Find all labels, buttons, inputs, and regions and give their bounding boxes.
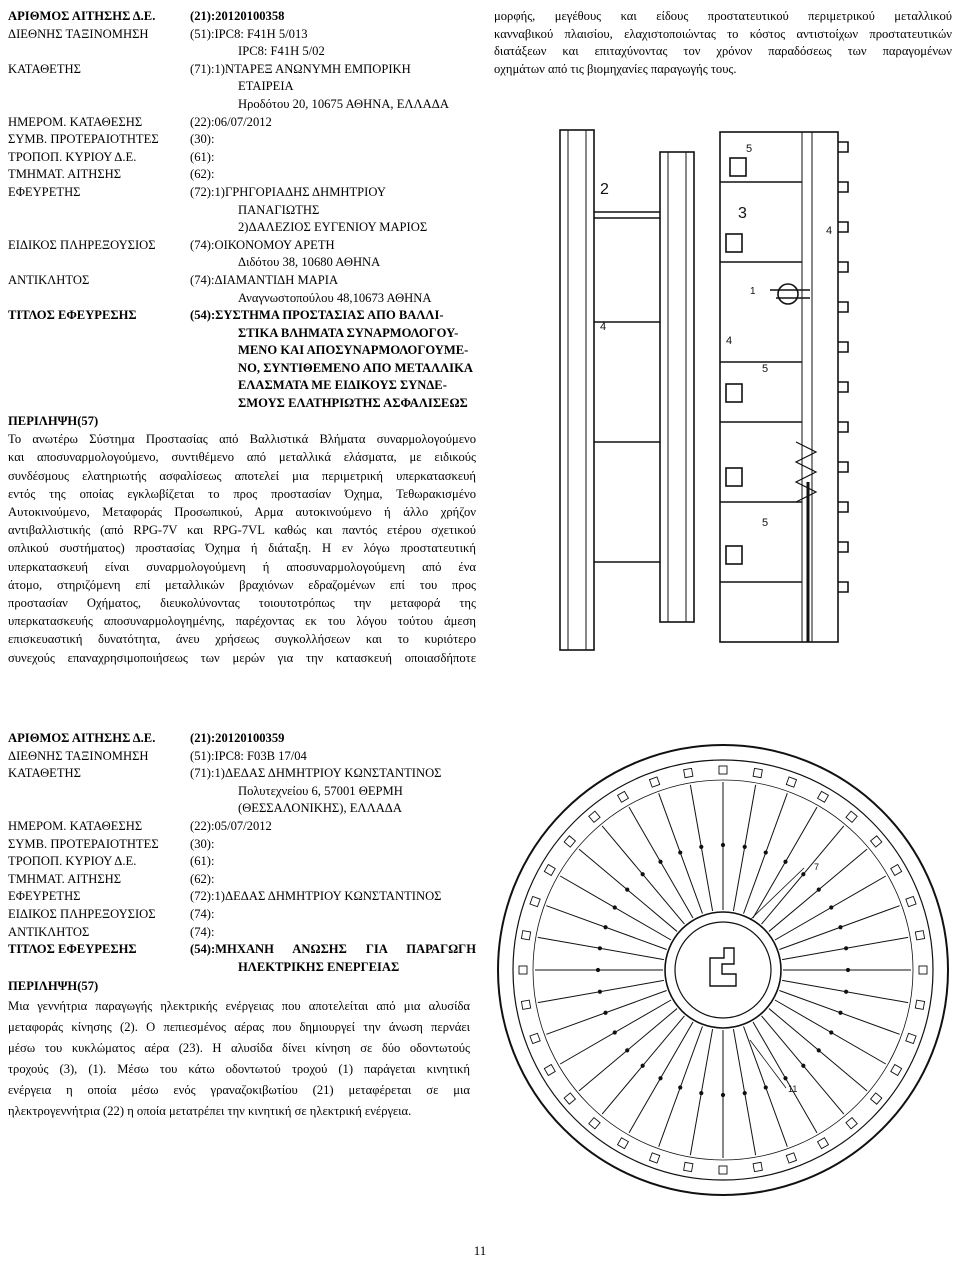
priority: (30): [190, 836, 215, 851]
wheel-bucket [846, 1118, 857, 1129]
filing-date: (22):05/07/2012 [190, 818, 272, 833]
wheel-pin [659, 1077, 662, 1080]
wheel-pin [743, 1092, 746, 1095]
wheel-pin [817, 1049, 820, 1052]
applicant-3: (ΘΕΣΣΑΛΟΝΙΚΗΣ), ΕΛΛΑΔΑ [238, 801, 402, 816]
representative-1: (74): [190, 924, 215, 939]
wheel-bucket [649, 777, 659, 787]
wheel-pin [784, 860, 787, 863]
modification-label: ΤΡΟΠΟΠ. ΚΥΡΙΟΥ Δ.Ε. [8, 854, 137, 869]
wheel-pin [700, 845, 703, 848]
wheel-bucket [915, 1000, 924, 1009]
wheel-pin [679, 1086, 682, 1089]
applicant-2: ΕΤΑΙΡΕΙΑ [238, 79, 294, 94]
wheel-pin [764, 851, 767, 854]
wheel-bucket [786, 777, 796, 787]
abstract-text [8, 430, 476, 667]
abstract-line: συνεχούς επαναχρησιμοποιήσεως των μερών για την κατασκευή οποιασδήποτε [8, 650, 476, 665]
wheel-pin [596, 968, 599, 971]
abstract-label: ΠΕΡΙΛΗΨΗ(57) [8, 413, 99, 428]
frame-rail-middle [660, 152, 694, 622]
wheel-bucket [753, 1162, 762, 1171]
wheel-bucket [719, 1166, 727, 1174]
title-label: ΤΙΤΛΟΣ ΕΦΕΥΡΕΣΗΣ [8, 308, 137, 323]
abstract-line: οπλικού συστήματος) προστασίας Όχημα ή διάταξη. Η εν λόγω προστατευτική [8, 541, 476, 556]
entry-20120100358 [8, 8, 476, 667]
wheel-bucket [919, 966, 927, 974]
wheel-pin [598, 947, 601, 950]
abstract-line: κανναβικού πλαισίου, ελαχιστοποιώντας το κόστος αντιστοίχων προστατευτικών [494, 26, 952, 41]
agent-label: ΕΙΔΙΚΟΣ ΠΛΗΡΕΞΟΥΣΙΟΣ [8, 237, 156, 252]
fig-label-5: 5 [746, 143, 753, 155]
agent-1: (74):ΟΙΚΟΝΟΜΟΥ ΑΡΕΤΗ [190, 237, 335, 252]
wheel-pin [802, 1064, 805, 1067]
fig-label-1: 1 [750, 286, 756, 297]
abstract-continued [494, 8, 952, 78]
wheel-pin [839, 926, 842, 929]
inventor-label: ΕΦΕΥΡΕΤΗΣ [8, 184, 81, 199]
wheel-bucket [871, 836, 882, 847]
wheel-pin [845, 990, 848, 993]
filing-date-label: ΗΜΕΡΟΜ. ΚΑΤΑΘΕΣΗΣ [8, 818, 143, 833]
wheel-bucket [544, 865, 555, 876]
abstract-line: συνδέσμους ελατηριωτής ασφαλίσεως αποτελεί μια περιμετρική υπερκατασκευή [8, 468, 476, 483]
entry-20120100359 [8, 730, 476, 1122]
wheel-bucket [589, 1118, 600, 1129]
abstract-line: επισκευαστική δυνατότητα, άνευ χρήσεως συγκολλήσεων και το κυριότερο [8, 632, 476, 647]
wheel-pin [845, 947, 848, 950]
fig-label-11: 11 [788, 1084, 798, 1094]
inventor-1: (72):1)ΔΕΔΑΣ ΔΗΜΗΤΡΙΟΥ ΚΩΝΣΤΑΝΤΙΝΟΣ [190, 889, 442, 904]
wheel-bucket [871, 1093, 882, 1104]
representative-2: Αναγνωστοπούλου 48,10673 ΑΘΗΝΑ [238, 290, 432, 305]
classification-2: IPC8: F41H 5/02 [238, 44, 325, 59]
applicant-label: ΚΑΤΑΘΕΤΗΣ [8, 766, 81, 781]
abstract-line: οχημάτων από τις βιομηχανίες παραγωγής τους. [494, 61, 737, 76]
frame-rail-left [560, 130, 594, 650]
abstract-line: αντιβαλλιστικής (από RPG-7V και RPG-7VL καθώς και παντός ετέρου σχετικού [8, 523, 476, 538]
wheel-pin [659, 860, 662, 863]
divisional-label: ΤΜΗΜΑΤ. ΑΙΤΗΣΗΣ [8, 871, 122, 886]
wheel-pin [604, 1011, 607, 1014]
wheel-bucket [684, 768, 693, 777]
abstract-line: Μια γεννήτρια παραγωγής ηλεκτρικής ενέργειας που αποτελείται από μια αλυσίδα [8, 998, 470, 1013]
wheel-bucket [544, 1065, 555, 1076]
agent-label: ΕΙΔΙΚΟΣ ΠΛΗΡΕΞΟΥΣΙΟΣ [8, 906, 156, 921]
fig-label-3: 3 [738, 205, 747, 222]
title-3: ΜΕΝΟ ΚΑΙ ΑΠΟΣΥΝΑΡΜΟΛΟΓΟΥΜΕ- [238, 343, 469, 358]
svg-text:4: 4 [826, 225, 833, 237]
app-number: (21):20120100359 [190, 731, 285, 745]
wheel-pin [743, 845, 746, 848]
fig-label-4: 4 [600, 321, 607, 333]
abstract-line: υπερκατασκευή είναι συναρμολογούμενη ή αποσυναρμολογούμενη από ένα [8, 559, 476, 574]
filing-date-label: ΗΜΕΡΟΜ. ΚΑΤΑΘΕΣΗΣ [8, 114, 143, 129]
wheel-pin [641, 873, 644, 876]
wheel-pin [721, 1093, 724, 1096]
applicant-2: Πολυτεχνείου 6, 57001 ΘΕΡΜΗ [238, 783, 403, 798]
abstract-text [8, 996, 470, 1122]
applicant-1: (71):1)ΝΤΑΡΕΞ ΑΝΩΝΥΜΗ ΕΜΠΟΡΙΚΗ [190, 61, 411, 76]
wheel-pin [613, 906, 616, 909]
agent-1: (74): [190, 906, 215, 921]
wheel-bucket [891, 865, 902, 876]
wheel-bucket [906, 896, 916, 906]
title-1: (54):ΜΗΧΑΝΗ ΑΝΩΣΗΣ ΓΙΑ ΠΑΡΑΓΩΓΗ [190, 942, 476, 957]
fig-label-2: 2 [600, 181, 609, 198]
title-6: ΣΜΟΥΣ ΕΛΑΤΗΡΙΩΤΗΣ ΑΣΦΑΛΙΣΕΩΣ [238, 396, 468, 411]
abstract-line: μέσω του κυκλώματος αέρα (23). Η αλυσίδα δίνει κίνηση σε δύο οδοντωτούς [8, 1040, 470, 1055]
agent-2: Διδότου 38, 10680 ΑΘΗΝΑ [238, 255, 381, 270]
divisional: (62): [190, 871, 215, 886]
wheel-pin [784, 1077, 787, 1080]
wheel-bucket [719, 766, 727, 774]
applicant-1: (71):1)ΔΕΔΑΣ ΔΗΜΗΤΡΙΟΥ ΚΩΝΣΤΑΝΤΙΝΟΣ [190, 766, 442, 781]
wheel-bucket [818, 1138, 829, 1149]
modification: (61): [190, 854, 215, 869]
wheel-bucket [906, 1033, 916, 1043]
wheel-bucket [521, 931, 530, 940]
applicant-label: ΚΑΤΑΘΕΤΗΣ [8, 61, 81, 76]
wheel-bucket [846, 811, 857, 822]
app-number-label: ΑΡΙΘΜΟΣ ΑΙΤΗΣΗΣ Δ.Ε. [8, 731, 156, 745]
wheel-hub [665, 912, 781, 1028]
wheel-bucket [530, 1033, 540, 1043]
wheel-bucket [753, 768, 762, 777]
fig-label-7: 7 [814, 862, 820, 872]
wheel-bucket [589, 811, 600, 822]
wheel-pin [817, 888, 820, 891]
wheel-pin [641, 1064, 644, 1067]
patent-drawing-protection-frame [540, 122, 880, 662]
priority: (30): [190, 132, 215, 147]
wheel-pin [721, 843, 724, 846]
wheel-pin [598, 990, 601, 993]
abstract-line: μορφής, μεγέθους και είδους προστατευτικού περιμετρικού μεταλλικού [494, 9, 952, 23]
wheel-bucket [530, 896, 540, 906]
representative-label: ΑΝΤΙΚΛΗΤΟΣ [8, 924, 90, 939]
title-1: (54):ΣΥΣΤΗΜΑ ΠΡΟΣΤΑΣΙΑΣ ΑΠΟ ΒΑΛΛΙ- [190, 308, 444, 323]
title-2: ΗΛΕΚΤΡΙΚΗΣ ΕΝΕΡΓΕΙΑΣ [238, 959, 400, 974]
wheel-pin [839, 1011, 842, 1014]
wheel-pin [626, 888, 629, 891]
abstract-line: Το ανωτέρω Σύστημα Προστασίας από Βαλλιστικά Βλήματα συναρμολογούμενο [8, 432, 476, 447]
wheel-pin [679, 851, 682, 854]
classification-1: (51):IPC8: F03B 17/04 [190, 748, 307, 763]
abstract-line: τροχούς (3), (1). Μέσω του κάτω οδοντωτού τροχού (1) παράγεται κινητική [8, 1061, 470, 1076]
abstract-line: υπερκατασκευής αποσυναρμολογημένης, παρέχοντας εκ του λόγου τούτου άμεση [8, 614, 476, 629]
applicant-3: Ηροδότου 20, 10675 ΑΘΗΝΑ, ΕΛΛΑΔΑ [238, 96, 449, 111]
classification-1: (51):IPC8: F41H 5/013 [190, 26, 308, 41]
abstract-line: μεταφοράς κίνησης (2). Ο πεπιεσμένος αέρας που δημιουργεί την άνωση περνάει [8, 1019, 470, 1034]
inventor-3: 2)ΔΑΛΕΖΙΟΣ ΕΥΓΕΝΙΟΥ ΜΑΡΙΟΣ [238, 220, 428, 235]
representative-label: ΑΝΤΙΚΛΗΤΟΣ [8, 272, 90, 287]
filing-date: (22):06/07/2012 [190, 114, 272, 129]
priority-label: ΣΥΜΒ. ΠΡΟΤΕΡΑΙΟΤΗΤΕΣ [8, 132, 159, 147]
priority-label: ΣΥΜΒ. ΠΡΟΤΕΡΑΙΟΤΗΤΕΣ [8, 836, 159, 851]
wheel-bucket [564, 1093, 575, 1104]
wheel-bucket [786, 1153, 796, 1163]
abstract-line: και αποσυναρμολογούμενο, συντιθέμενο από μεταλλικά ελάσματα, με ειδικούς [8, 450, 476, 465]
wheel-pin [764, 1086, 767, 1089]
wheel-pin [846, 968, 849, 971]
representative-1: (74):ΔΙΑΜΑΝΤΙΔΗ ΜΑΡΙΑ [190, 272, 339, 287]
modification: (61): [190, 149, 215, 164]
svg-text:5: 5 [762, 363, 769, 375]
wheel-pin [613, 1031, 616, 1034]
abstract-line: διατάξεων και επιταχύνοντας τον χρόνον παραδόσεως των παραγομένων [494, 44, 952, 59]
page-number: 11 [473, 1243, 487, 1258]
abstract-line: εντός της οποίας εγκλωβίζεται το προς προστασίαν Όχημα, Τεθωρακισμένο [8, 486, 476, 501]
abstract-line: ενέργεια η οποία μέσω ενός γραναζοκιβωτίου (21) μεταφέρεται σε μια [8, 1082, 470, 1097]
title-2: ΣΤΙΚΑ ΒΛΗΜΑΤΑ ΣΥΝΑΡΜΟΛΟΓΟΥ- [238, 325, 459, 340]
classification-label: ΔΙΕΘΝΗΣ ΤΑΞΙΝΟΜΗΣΗ [8, 26, 149, 41]
classification-label: ΔΙΕΘΝΗΣ ΤΑΞΙΝΟΜΗΣΗ [8, 748, 149, 763]
modification-label: ΤΡΟΠΟΠ. ΚΥΡΙΟΥ Δ.Ε. [8, 149, 137, 164]
hub-gear [710, 948, 736, 986]
wheel-bucket [519, 966, 527, 974]
inventor-label: ΕΦΕΥΡΕΤΗΣ [8, 889, 81, 904]
wheel-bucket [618, 1138, 629, 1149]
abstract-line: άτομο, στηριζόμενη επί μεταλλικών βραχιόνων εδραζομένων επί του προς [8, 577, 476, 592]
wheel-bucket [684, 1162, 693, 1171]
wheel-pin [802, 873, 805, 876]
wheel-pin [626, 1049, 629, 1052]
wheel-bucket [618, 791, 629, 802]
abstract-line: Αυτοκινούμενο, Μεταφοράς Προσωπικού, Αρμα αυτοκινούμενο ή άλλο χρήζον [8, 505, 476, 520]
wheel-pin [700, 1092, 703, 1095]
abstract-line: προστασίαν Οχήματος, διευκολύνοντας τοιουτοτρόπως την μεταφορά της [8, 596, 476, 611]
wheel-pin [604, 926, 607, 929]
app-number-label: ΑΡΙΘΜΟΣ ΑΙΤΗΣΗΣ Δ.Ε. [8, 9, 156, 23]
wheel-bucket [649, 1153, 659, 1163]
wheel-bucket [891, 1065, 902, 1076]
svg-text:5: 5 [762, 517, 769, 529]
wheel-pin [830, 1031, 833, 1034]
svg-text:4: 4 [726, 335, 733, 347]
app-number: (21):20120100358 [190, 9, 285, 23]
title-4: ΝΟ, ΣΥΝΤΙΘΕΜΕΝΟ ΑΠΟ ΜΕΤΑΛΛΙΚΑ [238, 360, 473, 375]
divisional-label: ΤΜΗΜΑΤ. ΑΙΤΗΣΗΣ [8, 167, 122, 182]
wheel-bucket [564, 836, 575, 847]
wheel-bucket [521, 1000, 530, 1009]
wheel-bucket [915, 931, 924, 940]
spring-clip [778, 284, 798, 304]
inventor-1: (72):1)ΓΡΗΓΟΡΙΑΔΗΣ ΔΗΜΗΤΡΙΟΥ [190, 184, 386, 199]
divisional: (62): [190, 167, 215, 182]
wheel-pin [830, 906, 833, 909]
wheel-bucket [818, 791, 829, 802]
patent-drawing-buoyancy-wheel [488, 720, 958, 1220]
title-5: ΕΛΑΣΜΑΤΑ ΜΕ ΕΙΔΙΚΟΥΣ ΣΥΝΔΕ- [238, 378, 447, 393]
title-label: ΤΙΤΛΟΣ ΕΦΕΥΡΕΣΗΣ [8, 942, 137, 957]
inventor-2: ΠΑΝΑΓΙΩΤΗΣ [238, 202, 320, 217]
abstract-label: ΠΕΡΙΛΗΨΗ(57) [8, 979, 99, 994]
abstract-line: ηλεκτρογεννήτρια (22) η οποία μετατρέπει την κινητική σε ηλεκτρική ενέργεια. [8, 1103, 412, 1118]
